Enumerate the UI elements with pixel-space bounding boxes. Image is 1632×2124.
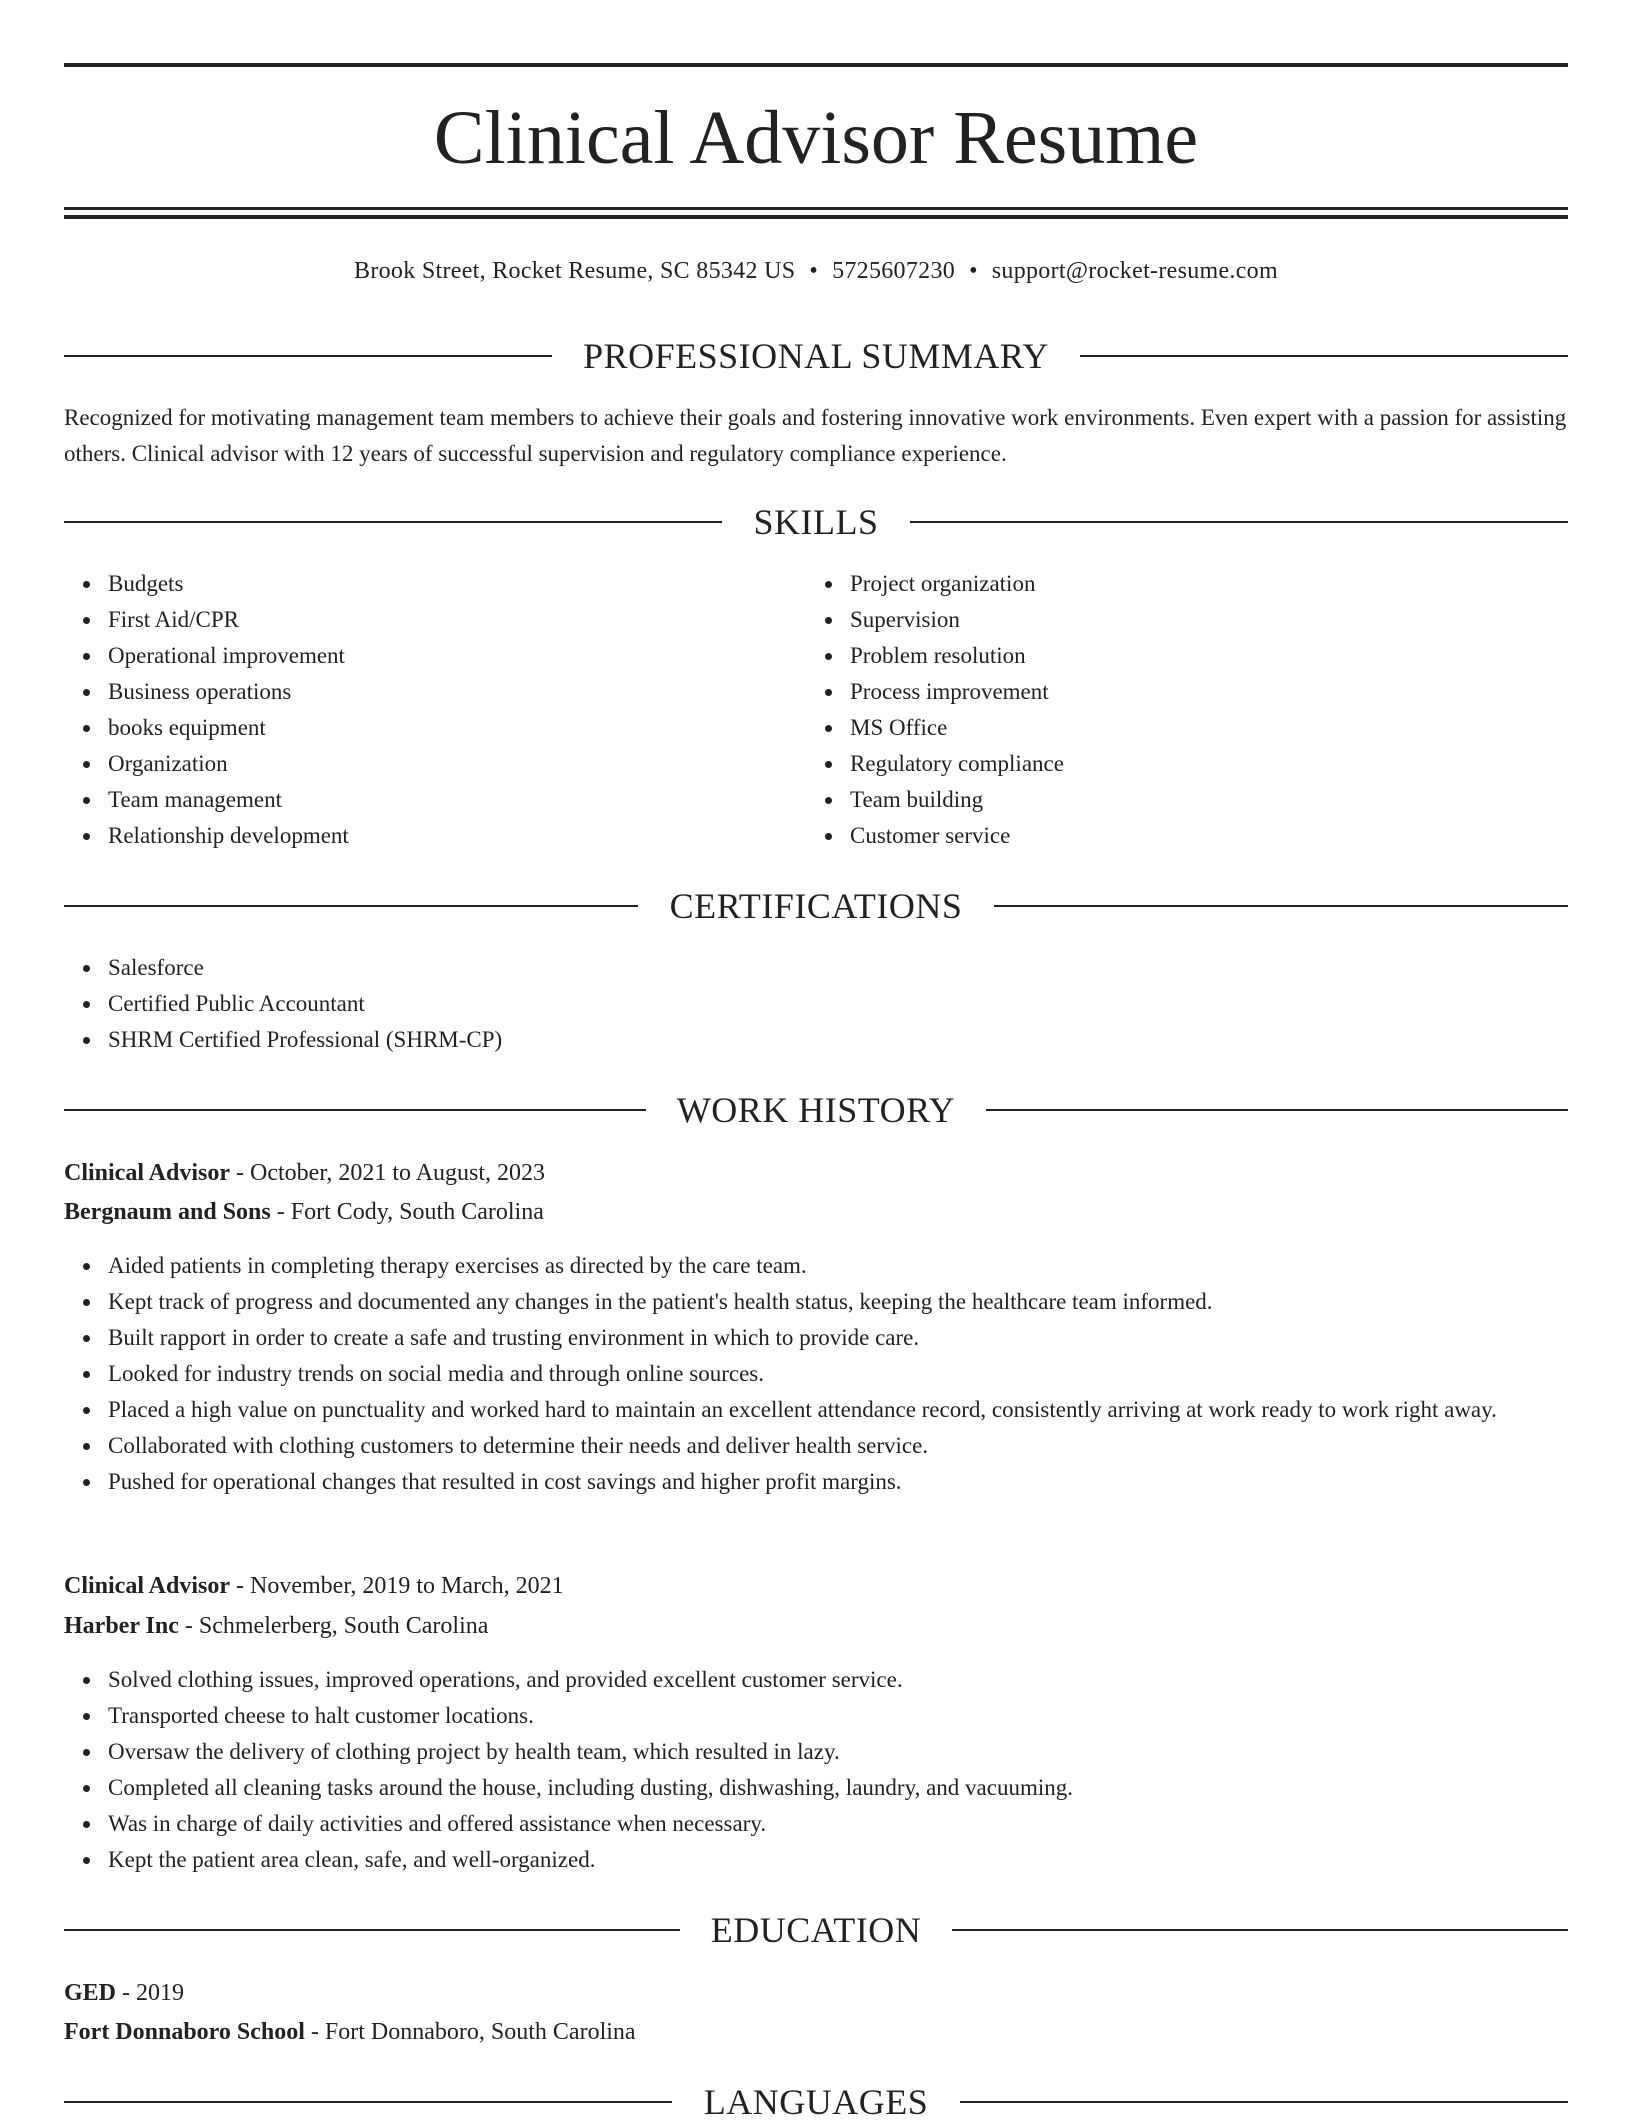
- skills-list-right: [806, 566, 1550, 854]
- summary-text: Recognized for motivating management team members to achieve their goals and fostering innovative work environments. Even expert with a passion for assisting others. Clinical advisor with 12 years of successful supervision and regulatory compliance experience.: [64, 405, 1567, 466]
- skill-item: books equipment: [108, 710, 808, 746]
- job-1-company: Bergnaum and Sons: [64, 1199, 271, 1225]
- skill-item: Regulatory compliance: [850, 746, 1550, 782]
- skill-item: Team building: [850, 782, 1550, 818]
- job-2-location: - Schmelerberg, South Carolina: [178, 1613, 489, 1639]
- title-rule-lower: [64, 215, 1568, 219]
- section-title-certifications: CERTIFICATIONS: [669, 886, 963, 926]
- job-duty-item: Was in charge of daily activities and offered assistance when necessary.: [108, 1806, 1568, 1842]
- section-header-languages: [64, 2080, 1568, 2124]
- section-header-work: [64, 1088, 1568, 1132]
- certifications-list: [64, 950, 1568, 1058]
- job-duty-item: Solved clothing issues, improved operations, and provided excellent customer service.: [108, 1662, 1568, 1698]
- contact-phone: 5725607230: [832, 258, 956, 284]
- section-header-education: [64, 1908, 1568, 1952]
- section-header-skills: [64, 500, 1568, 544]
- job-1-location: - Fort Cody, South Carolina: [270, 1199, 544, 1225]
- top-rule: [64, 63, 1568, 67]
- job-duty-item: Aided patients in completing therapy exercises as directed by the care team.: [108, 1248, 1568, 1284]
- job-1-title-line: [64, 1155, 1568, 1191]
- skill-item: Project organization: [850, 566, 1550, 602]
- certification-item: SHRM Certified Professional (SHRM-CP): [108, 1022, 1568, 1058]
- skill-item: Team management: [108, 782, 808, 818]
- section-title-work: WORK HISTORY: [676, 1090, 956, 1130]
- job-duty-item: Placed a high value on punctuality and worked hard to maintain an excellent attendance record, consistently arriving at work ready to work right away.: [108, 1392, 1568, 1428]
- job-2-duties-list: [64, 1662, 1568, 1878]
- education-degree: GED: [64, 1980, 117, 2006]
- job-duty-item: Kept track of progress and documented any changes in the patient's health status, keeping the healthcare team informed.: [108, 1284, 1568, 1320]
- job-2-dates: - November, 2019 to March, 2021: [230, 1573, 564, 1599]
- job-duty-item: Kept the patient area clean, safe, and well-organized.: [108, 1842, 1568, 1878]
- job-2-role: Clinical Advisor: [64, 1573, 231, 1599]
- job-1-company-line: [64, 1194, 1568, 1230]
- job-duty-item: Oversaw the delivery of clothing project by health team, which resulted in lazy.: [108, 1734, 1568, 1770]
- section-title-skills: SKILLS: [753, 502, 879, 542]
- certification-item: Certified Public Accountant: [108, 986, 1568, 1022]
- skill-item: Organization: [108, 746, 808, 782]
- certification-item: Salesforce: [108, 950, 1568, 986]
- education-degree-line: [64, 1975, 1568, 2011]
- contact-separator: •: [809, 258, 819, 284]
- skill-item: Process improvement: [850, 674, 1550, 710]
- title-rule-upper: [64, 207, 1568, 210]
- section-title-languages: LANGUAGES: [703, 2082, 929, 2122]
- job-2-title-line: [64, 1568, 1568, 1604]
- job-2-company-line: [64, 1608, 1568, 1644]
- education-school: Fort Donnaboro School: [64, 2019, 305, 2045]
- section-header-summary: [64, 334, 1568, 378]
- skill-item: Customer service: [850, 818, 1550, 854]
- education-year: - 2019: [116, 1980, 185, 2006]
- skill-item: MS Office: [850, 710, 1550, 746]
- contact-separator: •: [969, 258, 978, 284]
- section-header-certifications: [64, 884, 1568, 928]
- skill-item: Problem resolution: [850, 638, 1550, 674]
- skills-list-left: [64, 566, 808, 854]
- contact-line: [64, 254, 1568, 288]
- education-location: - Fort Donnaboro, South Carolina: [304, 2019, 636, 2045]
- contact-address: Brook Street, Rocket Resume, SC 85342 US: [354, 258, 796, 284]
- job-duty-item: Built rapport in order to create a safe and trusting environment in which to provide care.: [108, 1320, 1568, 1356]
- job-duty-item: Collaborated with clothing customers to determine their needs and deliver health service.: [108, 1428, 1568, 1464]
- contact-email: support@rocket-resume.com: [991, 258, 1278, 284]
- job-duty-item: Completed all cleaning tasks around the house, including dusting, dishwashing, laundry, and vacuuming.: [108, 1770, 1568, 1806]
- section-title-education: EDUCATION: [710, 1910, 922, 1950]
- skill-item: Business operations: [108, 674, 808, 710]
- job-duty-item: Looked for industry trends on social media and through online sources.: [108, 1356, 1568, 1392]
- job-1-duties-list: [64, 1248, 1568, 1500]
- job-duty-item: Pushed for operational changes that resulted in cost savings and higher profit margins.: [108, 1464, 1568, 1500]
- job-2-company: Harber Inc: [64, 1613, 179, 1639]
- job-1-role: Clinical Advisor: [64, 1160, 231, 1186]
- skill-item: Relationship development: [108, 818, 808, 854]
- job-1-dates: - October, 2021 to August, 2023: [230, 1160, 546, 1186]
- skill-item: Operational improvement: [108, 638, 808, 674]
- section-title-summary: PROFESSIONAL SUMMARY: [583, 336, 1049, 376]
- skill-item: First Aid/CPR: [108, 602, 808, 638]
- job-duty-item: Transported cheese to halt customer locations.: [108, 1698, 1568, 1734]
- education-school-line: [64, 2014, 1568, 2050]
- resume-title: Clinical Advisor Resume: [433, 96, 1199, 180]
- skill-item: Supervision: [850, 602, 1550, 638]
- skill-item: Budgets: [108, 566, 808, 602]
